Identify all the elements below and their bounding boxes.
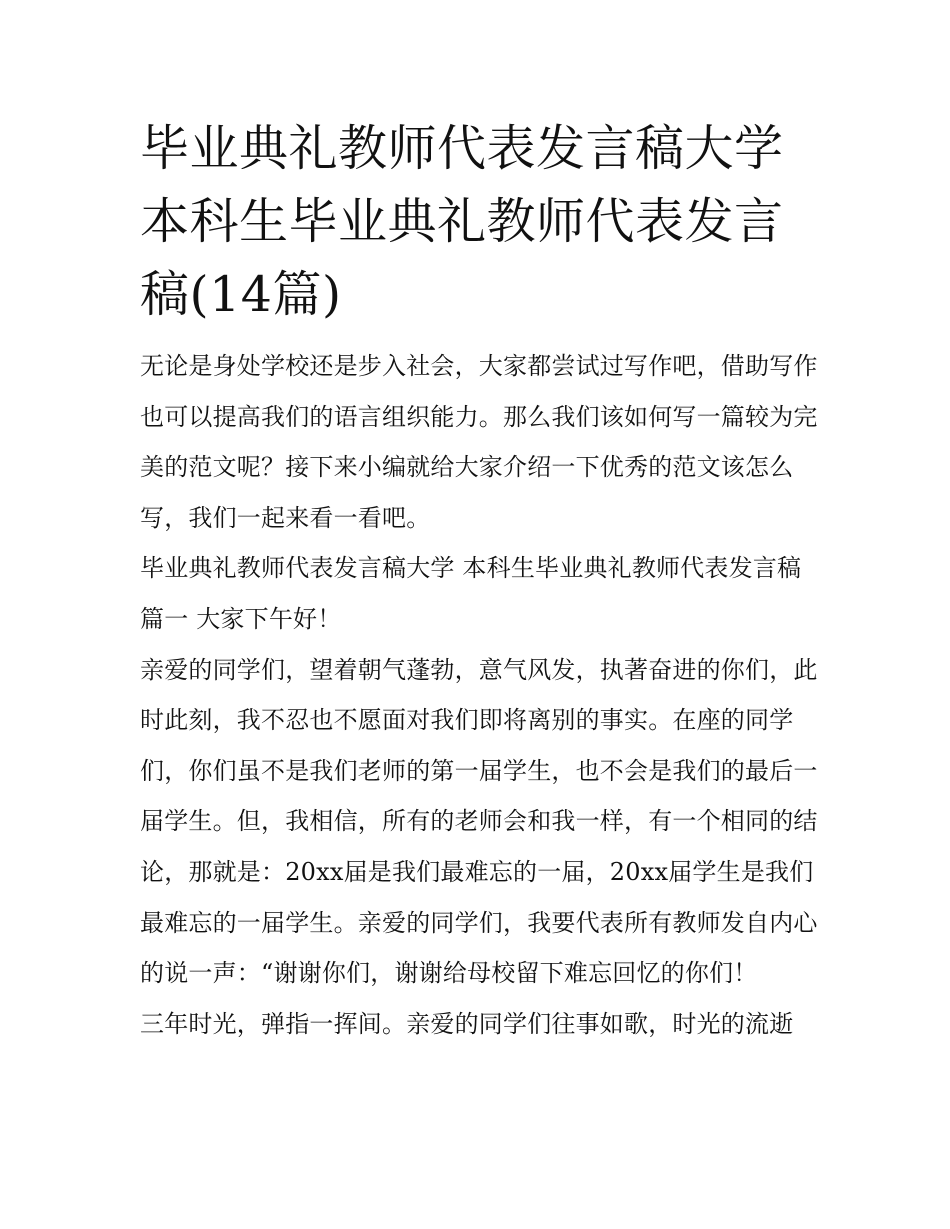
paragraph-section-heading: 毕业典礼教师代表发言稿大学 本科生毕业典礼教师代表发言稿篇一 大家下午好！ — [140, 554, 802, 633]
paragraph-continuation: 三年时光，弹指一挥间。亲爱的同学们往事如歌，时光的流逝 — [140, 1009, 794, 1038]
paragraph-intro: 无论是身处学校还是步入社会，大家都尝试过写作吧，借助写作也可以提高我们的语言组织能力。那么我们该如何写一篇较为完美的范文呢？接下来小编就给大家介绍一下优秀的范文该怎么写，我们一起来看一看吧。 — [140, 352, 818, 532]
document-title: 毕业典礼教师代表发言稿大学本科生毕业典礼教师代表发言稿(14篇) — [140, 120, 784, 323]
paragraph-speech-body: 亲爱的同学们，望着朝气蓬勃，意气风发，执著奋进的你们，此时此刻，我不忍也不愿面对我们即将离别的事实。在座的同学们，你们虽不是我们老师的第一届学生，也不会是我们的最后一届学生。但，我相信，所有的老师会和我一样，有一个相同的结论，那就是：20xx届是我们最难忘的一届，20xx届学生是我们最难忘的一届学生。亲爱的同学们，我要代表所有教师发自内心的说一声：“谢谢你们，谢谢给母校留下难忘回忆的你们！ — [140, 655, 818, 988]
document-body — [140, 112, 820, 1049]
